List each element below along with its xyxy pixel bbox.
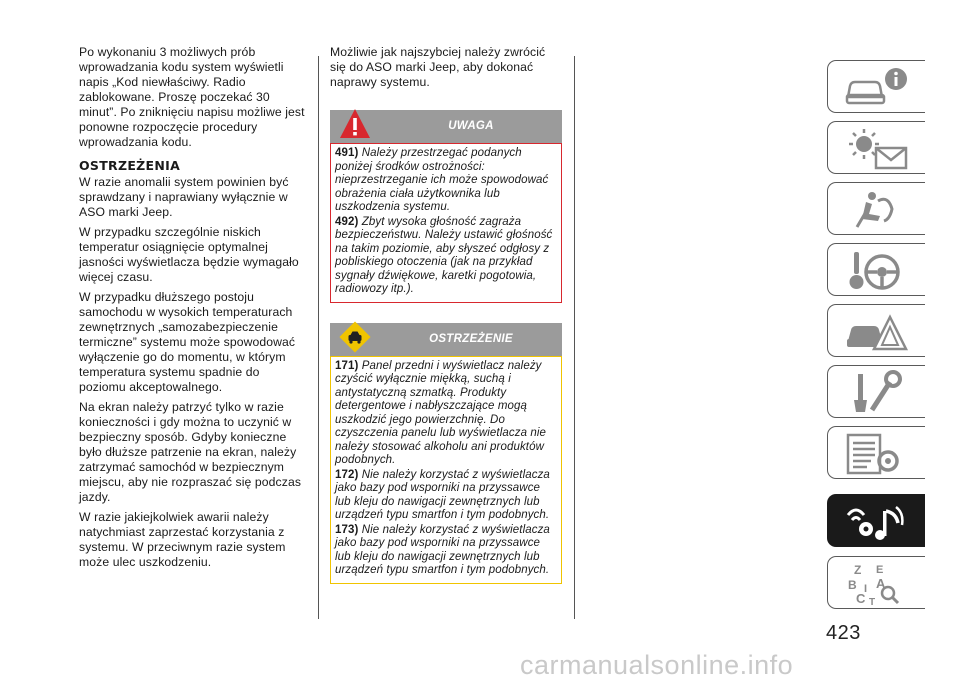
caution-banner — [330, 323, 562, 356]
warning-banner — [330, 110, 562, 143]
paragraph-5: W razie jakiejkolwiek awarii należy natychmiast zaprzestać korzystania z systemu. W przeciwnym razie system może ulec uszkodzeniu. — [79, 510, 286, 569]
key-steering-wheel-icon — [842, 248, 912, 294]
intro-paragraph: Po wykonaniu 3 możliwych prób wprowadzania kodu system wyświetli napis „Kod niewłaściwy. Radio zablokowane. Proszę poczekać 30 minut”. Po zniknięciu napisu możliwe jest ponowne rozpoczęcie procedury wprowadzania kodu. — [79, 45, 305, 149]
tab-dashboard[interactable] — [827, 60, 925, 113]
column-divider-left — [318, 56, 319, 619]
caution-item: 172) Nie należy korzystać z wyświetlacza jako bazy pod wsporniki na przyssawce lub kleju do nawigacji zewnętrznych lub urządzeń typu smartfon i tym podobnych. — [335, 468, 550, 521]
paragraph-1: W razie anomalii system powinien być sprawdzany i naprawiany wyłącznie w ASO marki Jeep. — [79, 175, 289, 219]
tab-multimedia[interactable] — [827, 494, 925, 547]
left-column — [79, 45, 305, 575]
tab-technical-data[interactable] — [827, 426, 925, 479]
index-letter: I — [864, 583, 868, 595]
caution-box — [330, 356, 562, 584]
warning-item: 492) Zbyt wysoka głośność zagraża bezpieczeństwu. Należy ustawić głośność na takim poziomie, aby słyszeć odgłosy z pobliskiego otoczenia (jak na przykład sygnały dźwiękowe, karetki pogotowia, radiowozy itp.). — [335, 215, 553, 295]
multimedia-icon — [842, 499, 912, 545]
car-info-icon — [842, 65, 912, 111]
caution-title: OSTRZEŻENIE — [429, 332, 513, 345]
paragraph-2: W przypadku szczególnie niskich temperatur osiągnięcie optymalnej jasności wyświetlacza będzie wymagało więcej czasu. — [79, 225, 299, 284]
alphabetical-index-icon — [842, 561, 912, 607]
right-column — [330, 45, 562, 584]
warning-title: UWAGA — [448, 120, 494, 132]
tab-emergency[interactable] — [827, 304, 925, 357]
warning-lights-message-icon — [842, 126, 912, 172]
watermark: carmanualsonline.info — [520, 650, 794, 680]
index-letter: C — [856, 591, 866, 606]
emergency-triangle-icon — [842, 309, 912, 355]
warning-item: 491) Należy przestrzegać podanych poniżej środków ostrożności: nieprzestrzeganie ich może spowodować obrażenia ciała użytkownika lub uszkodzenia systemu. — [335, 147, 549, 213]
page-number: 423 — [826, 622, 861, 644]
wrench-service-icon — [842, 370, 912, 416]
tab-index[interactable] — [827, 556, 925, 609]
caution-item: 173) Nie należy korzystać z wyświetlacza jako bazy pod wsporniki na przyssawce lub kleju do nawigacji zewnętrznych lub urządzeń typu smartfon i tym podobnych. — [335, 523, 550, 576]
paragraph-3: W przypadku dłuższego postoju samochodu w wysokich temperaturach zewnętrznych „samozabezpieczenie termiczne” systemu może spowodować wyłączenie go do momentu, w którym temperatura systemu spadnie do poziomu akceptowalnego. — [79, 290, 296, 394]
section-heading: OSTRZEŻENIA — [79, 158, 181, 173]
index-letter: E — [876, 564, 884, 576]
column-divider-right — [574, 56, 575, 619]
paragraph-4: Na ekran należy patrzyć tylko w razie konieczności i gdy można to uczynić w bezpieczny sposób. Gdyby konieczne było dłuższe patrzenie na ekran, należy zatrzymać samochód w bezpiecznym miejscu, aby nie rozpraszać się podczas jazdy. — [79, 400, 302, 504]
tab-starting-driving[interactable] — [827, 243, 925, 296]
technical-data-icon — [842, 431, 912, 477]
tab-safety[interactable] — [827, 182, 925, 235]
seat-airbag-icon — [842, 187, 912, 233]
index-letter: B — [848, 578, 857, 592]
tab-lights-messages[interactable] — [827, 121, 925, 174]
index-letter: Z — [854, 563, 862, 577]
index-letter: A — [876, 576, 886, 591]
warning-box — [330, 143, 562, 303]
caution-item: 171) Panel przedni i wyświetlacz należy czyścić wyłącznie miękką, suchą i antystatyczną szmatką. Produkty detergentowe i nabłyszczające mogą uszkodzić jego powierzchnię. Do czyszczenia panelu lub wyświetlacza nie należy stosować alkoholu ani produktów podobnych. — [335, 359, 547, 466]
index-letter: T — [869, 597, 876, 607]
right-intro-paragraph: Możliwie jak najszybciej należy zwrócić się do ASO marki Jeep, aby dokonać naprawy systemu. — [330, 45, 546, 89]
tab-servicing[interactable] — [827, 365, 925, 418]
